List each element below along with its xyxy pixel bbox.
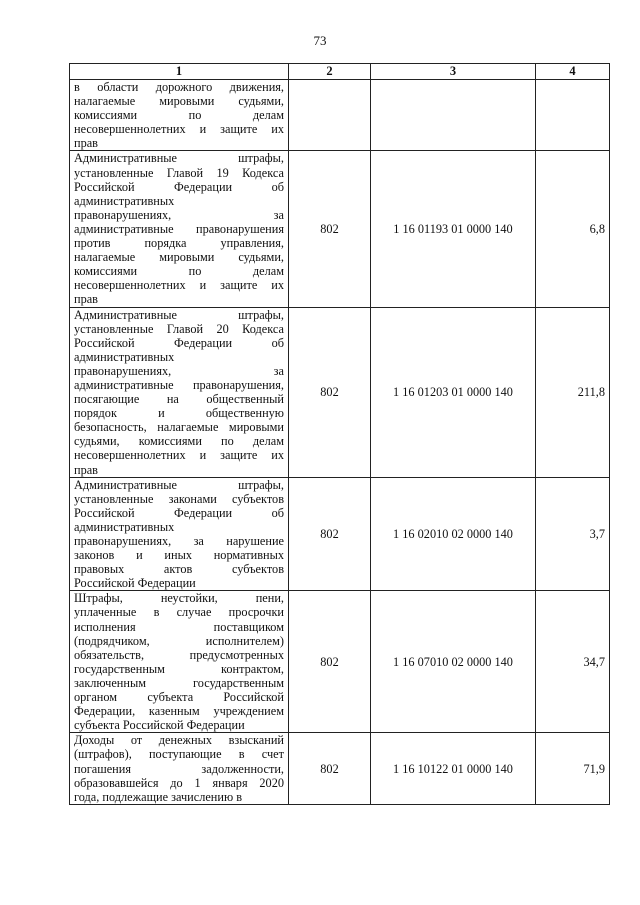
description-line: обязательств, предусмотренных <box>74 647 284 662</box>
description-line: несовершеннолетних и защите их <box>74 448 284 463</box>
amount-value: 34,7 <box>536 591 610 733</box>
column-header-3: 3 <box>371 64 536 80</box>
table-row <box>70 151 610 307</box>
description-line: заключенным государственным <box>74 675 284 690</box>
table-row <box>70 477 610 591</box>
description-line: против порядка управления, <box>74 236 284 251</box>
description-line: государственным контрактом, <box>74 661 284 676</box>
revenue-description <box>70 733 289 804</box>
administrator-code: 802 <box>289 591 371 733</box>
revenue-description <box>70 477 289 591</box>
description-line: несовершеннолетних и защите их <box>74 122 284 137</box>
description-line: правовых актов субъектов <box>74 562 284 577</box>
description-line: органом субъекта Российской <box>74 690 284 705</box>
description-line: правонарушениях, за <box>74 363 284 378</box>
amount-value <box>536 80 610 151</box>
description-line: административные правонарушения <box>74 221 284 236</box>
description-line: Федерации, казенным учреждением <box>74 704 284 719</box>
amount-value: 211,8 <box>536 307 610 477</box>
description-line: посягающие на общественный <box>74 392 284 407</box>
amount-value: 3,7 <box>536 477 610 591</box>
description-line: несовершеннолетних и защите их <box>74 278 284 293</box>
description-line: налагаемые мировыми судьями, <box>74 250 284 265</box>
description-line: Российской Федерации об <box>74 505 284 520</box>
description-line: Административные штрафы, <box>74 477 284 492</box>
description-line: административных <box>74 193 175 208</box>
description-line: прав <box>74 462 98 477</box>
description-line: административные правонарушения, <box>74 377 284 392</box>
administrator-code: 802 <box>289 151 371 307</box>
description-line: субъекта Российской Федерации <box>74 718 245 733</box>
table-header-row <box>70 64 610 80</box>
description-line: налагаемые мировыми судьями, <box>74 94 284 109</box>
table-row <box>70 733 610 804</box>
description-line: года, подлежащие зачислению в <box>74 789 243 804</box>
description-line: установленные Главой 19 Кодекса <box>74 165 284 180</box>
description-line: образовавшейся до 1 января 2020 <box>74 775 284 790</box>
description-line: правонарушениях, за нарушение <box>74 534 284 548</box>
description-line: (штрафов), поступающие в счет <box>74 747 284 762</box>
description-line: правонарушениях, за <box>74 207 284 222</box>
description-line: безопасность, налагаемые мировыми <box>74 420 284 435</box>
description-line: Российской Федерации об <box>74 335 284 350</box>
amount-value: 6,8 <box>536 151 610 307</box>
description-line: Административные штрафы, <box>74 307 284 322</box>
budget-classification-code: 1 16 10122 01 0000 140 <box>371 733 536 804</box>
description-line: прав <box>74 292 98 307</box>
budget-classification-code: 1 16 01193 01 0000 140 <box>371 151 536 307</box>
description-line: уплаченные в случае просрочки <box>74 605 284 620</box>
description-line: прав <box>74 136 98 151</box>
description-line: Российской Федерации <box>74 576 196 591</box>
administrator-code <box>289 80 371 151</box>
revenue-description <box>70 591 289 733</box>
description-line: Российской Федерации об <box>74 179 284 194</box>
description-line: (подрядчиком, исполнителем) <box>74 633 284 648</box>
description-line: комиссиями по делам <box>74 264 284 279</box>
budget-classification-code: 1 16 07010 02 0000 140 <box>371 591 536 733</box>
budget-classification-code: 1 16 01203 01 0000 140 <box>371 307 536 477</box>
budget-classification-code: 1 16 02010 02 0000 140 <box>371 477 536 591</box>
description-line: порядок и общественную <box>74 406 284 421</box>
revenue-description <box>70 151 289 307</box>
description-line: комиссиями по делам <box>74 108 284 123</box>
budget-classification-code <box>371 80 536 151</box>
administrator-code: 802 <box>289 307 371 477</box>
description-line: Доходы от денежных взысканий <box>74 733 284 748</box>
table-row <box>70 307 610 477</box>
budget-revenue-table <box>69 63 610 805</box>
column-header-2: 2 <box>289 64 371 80</box>
description-line: исполнения поставщиком <box>74 619 284 634</box>
revenue-description <box>70 80 289 151</box>
revenue-description <box>70 307 289 477</box>
description-line: установленные законами субъектов <box>74 491 284 506</box>
table-row <box>70 80 610 151</box>
description-line: судьями, комиссиями по делам <box>74 434 284 449</box>
table-row <box>70 591 610 733</box>
description-line: в области дорожного движения, <box>74 80 284 94</box>
description-line: Штрафы, неустойки, пени, <box>74 591 284 606</box>
description-line: Административные штрафы, <box>74 151 284 166</box>
description-line: установленные Главой 20 Кодекса <box>74 321 284 336</box>
column-header-4: 4 <box>536 64 610 80</box>
column-header-1: 1 <box>70 64 289 80</box>
description-line: административных <box>74 519 175 534</box>
page-number: 73 <box>313 33 327 48</box>
description-line: погашения задолженности, <box>74 761 284 776</box>
administrator-code: 802 <box>289 477 371 591</box>
administrator-code: 802 <box>289 733 371 804</box>
description-line: законов и иных нормативных <box>74 548 284 563</box>
amount-value: 71,9 <box>536 733 610 804</box>
description-line: административных <box>74 349 175 364</box>
